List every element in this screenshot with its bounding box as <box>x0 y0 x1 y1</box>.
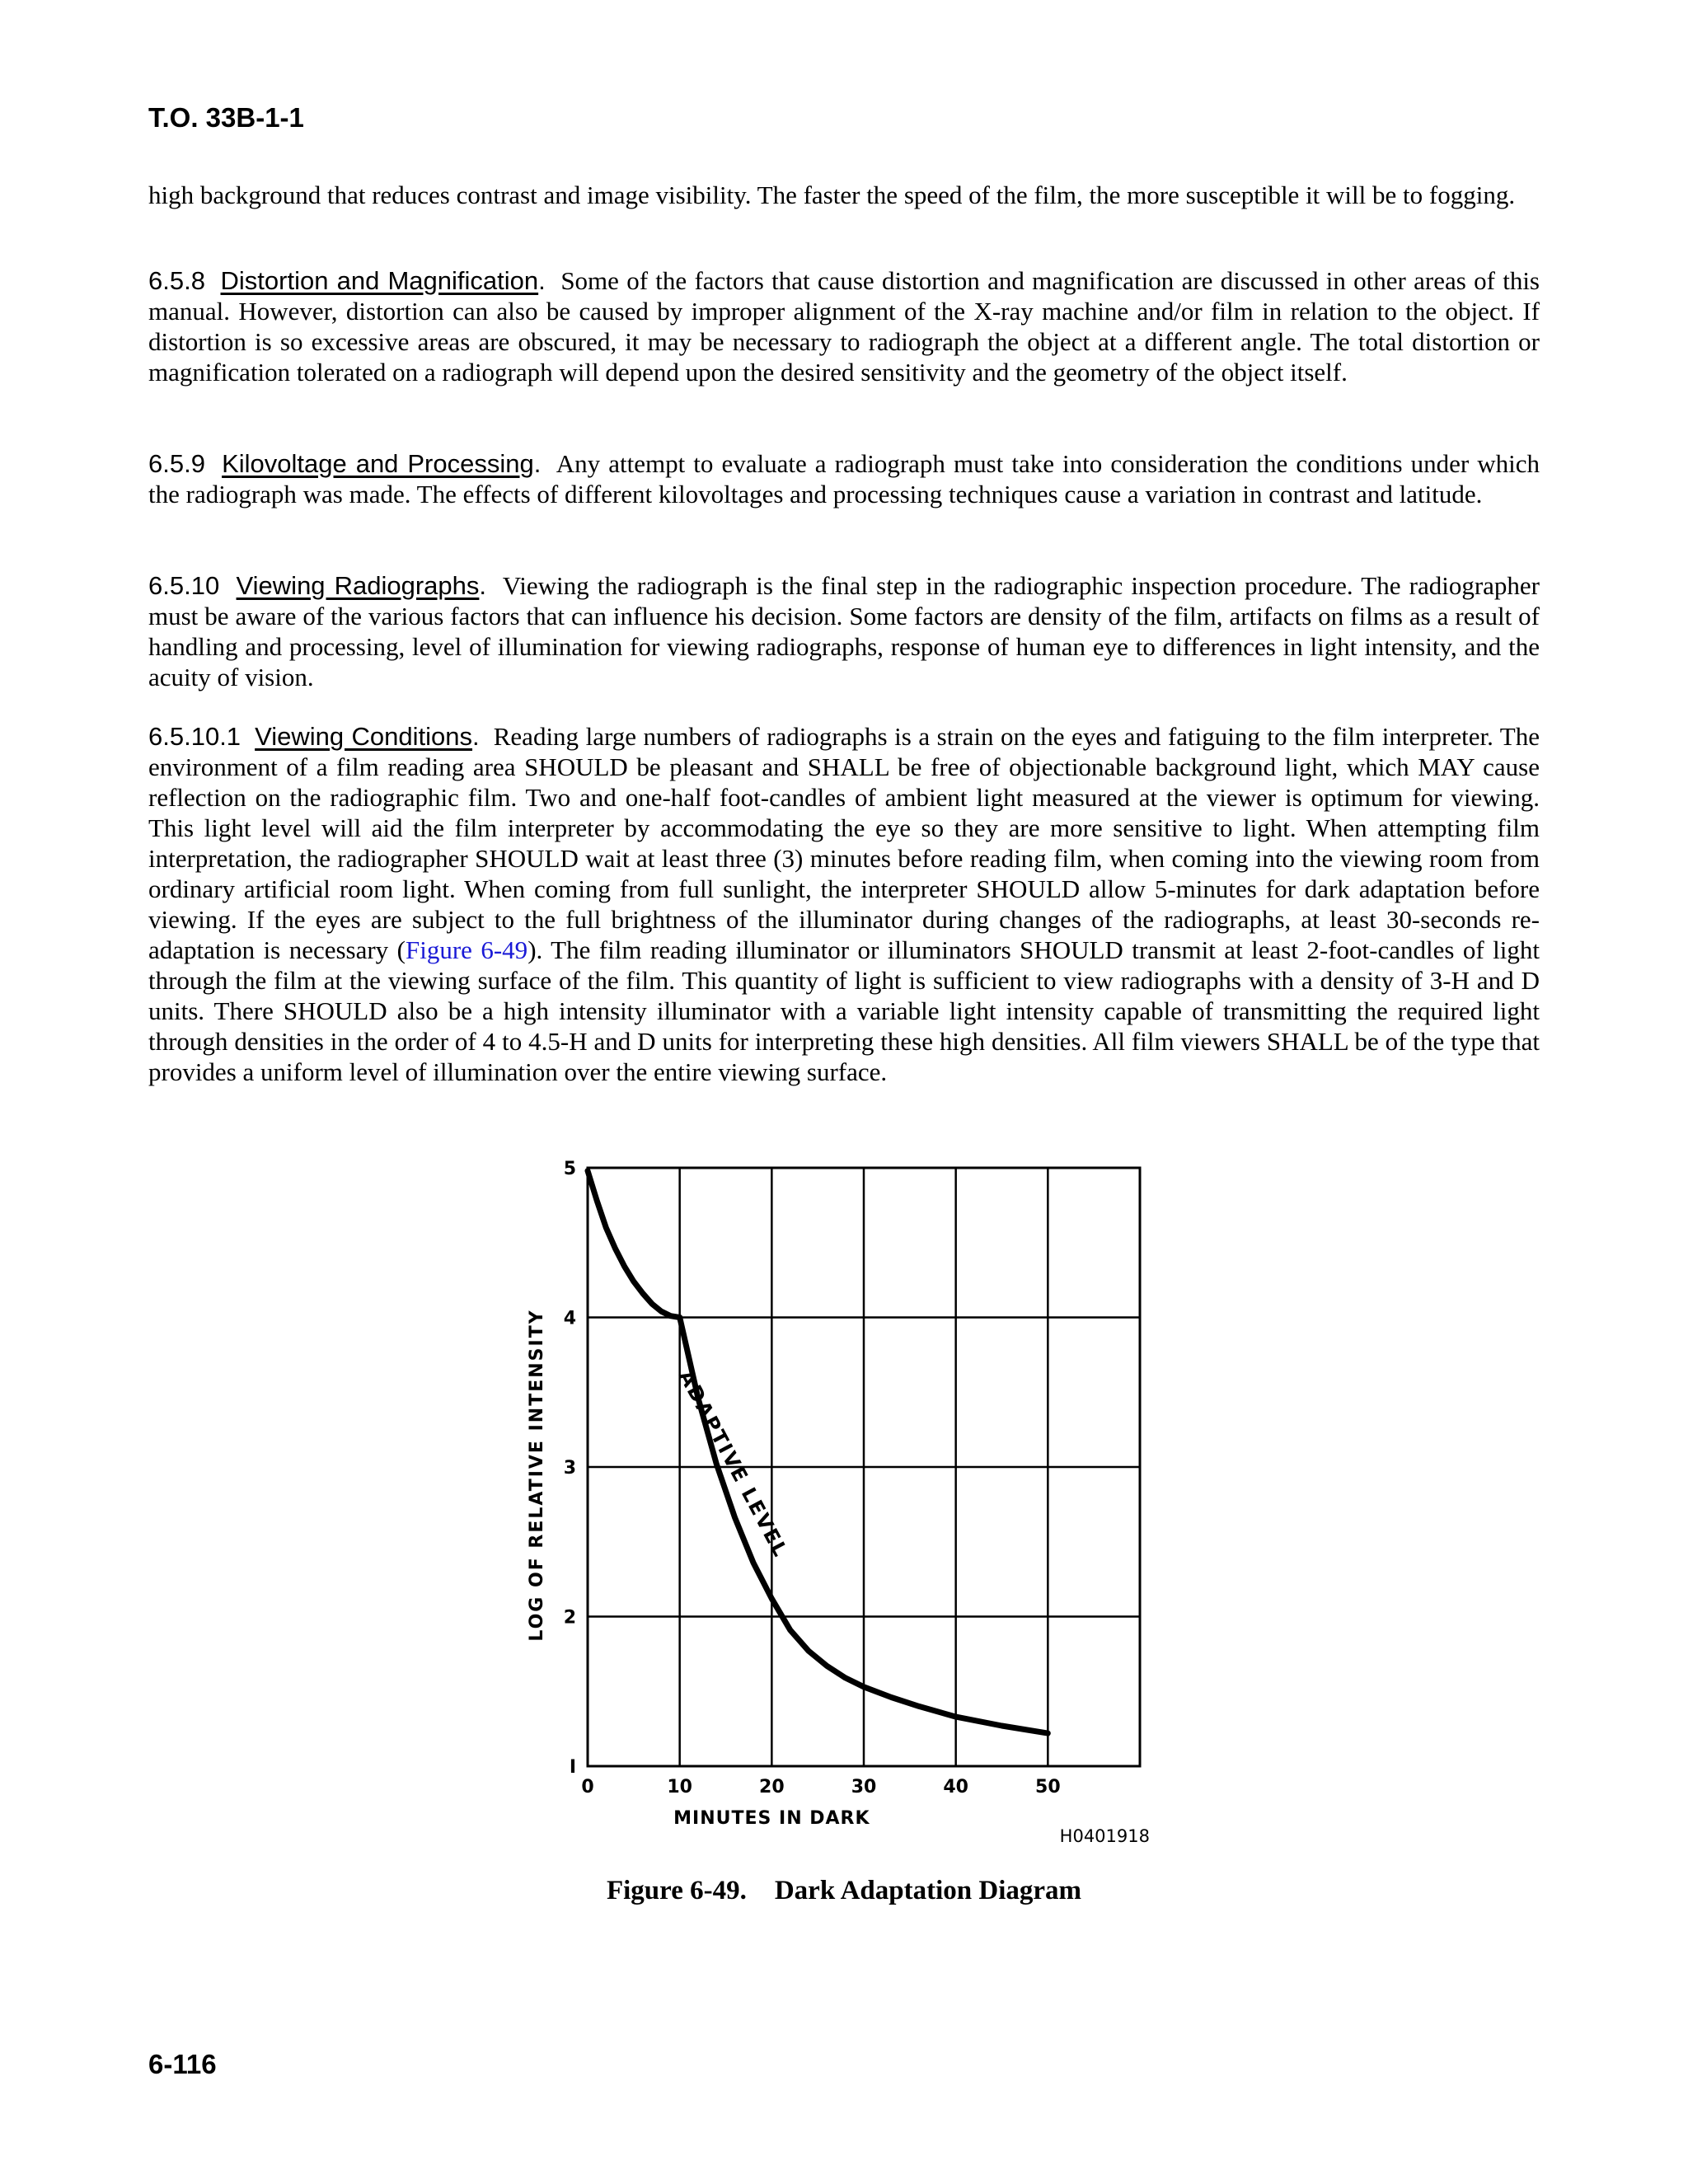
paragraph-heading: Viewing Conditions <box>255 722 473 751</box>
chart-svg <box>511 1158 1187 1867</box>
paragraph-text: Some of the factors that cause distortion and magnification are discussed in other areas of this manual. However, distortion can also be caused by improper alignment of the X-ray machine and/or film in relation to the object. If distortion is so excessive areas are obscured, it may be necessary to radiograph the object at a different angle. The total distortion or magnification tolerated on a radiograph will depend upon the desired sensitivity and the geometry of the object itself. <box>148 266 1540 387</box>
y-tick-label: 2 <box>563 1607 576 1629</box>
paragraph-viewing-conditions: 6.5.10.1 Viewing Conditions. Reading large numbers of radiographs is a strain on the eyes and fatiguing to the film interpreter. The environment of a film reading area SHOULD be pleasant and SHALL be free of objectionable background light, which MAY cause reflection on the radiographic film. Two and one-half foot-candles of ambient light measured at the viewer is optimum for viewing. This light level will aid the film interpreter by accommodating the eye so they are more sensitive to light. When attempting film interpretation, the radiographer SHOULD wait at least three (3) minutes before reading film, when coming into the viewing room from ordinary artificial room light. When coming from full sunlight, the interpreter SHOULD allow 5-minutes for dark adaptation before viewing. If the eyes are subject to the full brightness of the illuminator during changes of the radiographs, at least 30-seconds re-adaptation is necessary (Figure 6-49). The film reading illuminator or illuminators SHOULD transmit at least 2-foot-candles of light through the film at the viewing surface of the film. This quantity of light is sufficient to view radiographs with a density of 3-H and D units. There SHOULD also be a high intensity illuminator with a variable light intensity capable of transmitting the required light through densities in the order of 4 to 4.5-H and D units for interpreting these high densities. All film viewers SHALL be of the type that provides a uniform level of illumination over the entire viewing surface. <box>148 722 1540 1086</box>
figure-code: H0401918 <box>1059 1826 1150 1846</box>
paragraph-text: ). The film reading illuminator or illuminators SHOULD transmit at least 2-foot-candles of light through the film at the viewing surface of the film. This quantity of light is sufficient to view radiographs with a density of 3-H and D units. There SHOULD also be a high intensity illuminator with a variable light intensity capable of transmitting the required light through densities in the order of 4 to 4.5-H and D units for interpreting these high densities. All film viewers SHALL be of the type that provides a uniform level of illumination over the entire viewing surface. <box>148 935 1540 1086</box>
x-tick-label: 50 <box>1035 1777 1061 1797</box>
x-tick-label: 0 <box>581 1777 594 1797</box>
x-tick-label: 20 <box>759 1777 785 1797</box>
figure-link[interactable]: Figure 6-49 <box>405 935 528 964</box>
dark-adaptation-chart <box>511 1158 1187 1867</box>
adaptive-level-curve <box>588 1171 1048 1734</box>
paragraph-text: Any attempt to evaluate a radiograph must take into consideration the conditions under which the radiograph was made. The effects of different kilovoltages and processing techniques cause a variation in contrast and latitude. <box>148 449 1540 509</box>
y-tick-label: 3 <box>563 1458 576 1479</box>
paragraph-heading: Distortion and Magnification <box>220 266 539 295</box>
document-id: T.O. 33B-1-1 <box>148 102 304 133</box>
y-tick-label: I <box>569 1757 576 1778</box>
paragraph-kilovoltage: 6.5.9 Kilovoltage and Processing. Any attempt to evaluate a radiograph must take into consideration the conditions under which the radiograph was made. The effects of different kilovoltages and processing techniques cause a variation in contrast and latitude. <box>148 449 1540 509</box>
paragraph-number: 6.5.10 <box>148 571 220 600</box>
paragraph-distortion: 6.5.8 Distortion and Magnification. Some of the factors that cause distortion and magnification are discussed in other areas of this manual. However, distortion can also be caused by improper alignment of the X-ray machine and/or film in relation to the object. If distortion is so excessive areas are obscured, it may be necessary to radiograph the object at a different angle. The total distortion or magnification tolerated on a radiograph will depend upon the desired sensitivity and the geometry of the object itself. <box>148 266 1540 387</box>
x-tick-label: 40 <box>943 1777 968 1797</box>
paragraph-number: 6.5.10.1 <box>148 722 241 751</box>
paragraph-number: 6.5.9 <box>148 449 205 478</box>
paragraph-text: Viewing the radiograph is the final step in the radiographic inspection procedure. The radiographer must be aware of the various factors that can influence his decision. Some factors are density of the film, artifacts on films as a result of handling and processing, level of illumination for viewing radiographs, response of human eye to differences in light intensity, and the acuity of vision. <box>148 571 1540 691</box>
paragraph-number: 6.5.8 <box>148 266 205 295</box>
page-number: 6-116 <box>148 2049 217 2079</box>
paragraph-text: Reading large numbers of radiographs is a strain on the eyes and fatiguing to the film interpreter. The environment of a film reading area SHOULD be pleasant and SHALL be free of objectionable background light, which MAY cause reflection on the radiographic film. Two and one-half foot-candles of ambient light measured at the viewer is optimum for viewing. This light level will aid the film interpreter by accommodating the eye so they are more sensitive to light. When attempting film interpretation, the radiographer SHOULD wait at least three (3) minutes before reading film, when coming into the viewing room from ordinary artificial room light. When coming from full sunlight, the interpreter SHOULD allow 5-minutes for dark adaptation before viewing. If the eyes are subject to the full brightness of the illuminator during changes of the radiographs, at least 30-seconds re-adaptation is necessary ( <box>148 722 1540 964</box>
paragraph-heading: Viewing Radiographs <box>236 571 480 600</box>
x-axis-label: MINUTES IN DARK <box>673 1808 870 1829</box>
figure-title: Dark Adaptation Diagram <box>774 1876 1082 1905</box>
y-tick-label: 5 <box>563 1159 576 1179</box>
y-axis-label: LOG OF RELATIVE INTENSITY <box>527 1309 547 1642</box>
x-tick-label: 10 <box>667 1777 692 1797</box>
figure-caption <box>0 1876 1688 1906</box>
x-tick-label: 30 <box>851 1777 877 1797</box>
paragraph-continuation <box>148 180 1540 210</box>
paragraph-heading: Kilovoltage and Processing <box>222 449 534 478</box>
curve-label: ADAPTIVE LEVEL <box>673 1366 793 1562</box>
figure-number: Figure 6-49. <box>606 1876 747 1905</box>
y-tick-label: 4 <box>563 1308 576 1329</box>
paragraph-text: high background that reduces contrast and image visibility. The faster the speed of the film, the more susceptible it will be to fogging. <box>148 180 1516 209</box>
paragraph-viewing-radiographs: 6.5.10 Viewing Radiographs. Viewing the radiograph is the final step in the radiographic inspection procedure. The radiographer must be aware of the various factors that can influence his decision. Some factors are density of the film, artifacts on films as a result of handling and processing, level of illumination for viewing radiographs, response of human eye to differences in light intensity, and the acuity of vision. <box>148 571 1540 691</box>
